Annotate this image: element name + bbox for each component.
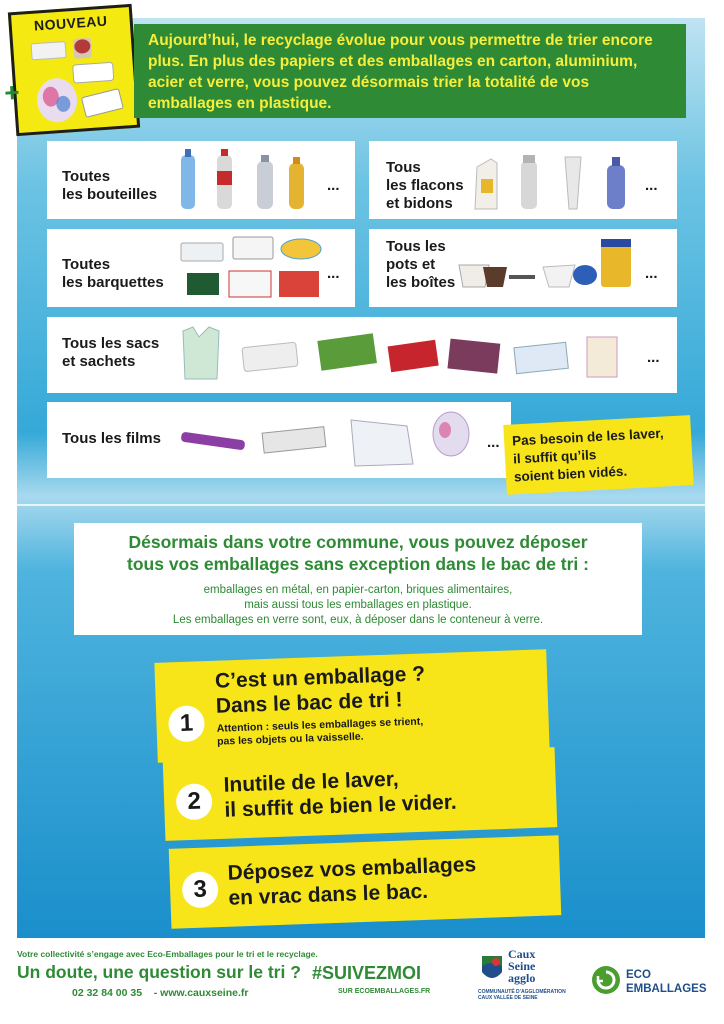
caux-seine-emblem-icon [478,952,506,986]
caux-seine-name: Caux Seine agglo [508,947,536,985]
eco-emballages-name: ECO EMBALLAGES [626,969,707,995]
caux-seine-subtitle: COMMUNAUTÉ D’AGGLOMÉRATION CAUX VALLÉE DE SEINE [478,989,566,1001]
flacons-image [469,149,639,213]
barquettes-image [177,233,327,303]
pots-image [453,235,643,301]
sacs-image [177,321,627,389]
step-number: 1 [168,705,205,742]
category-label: Tous les films [62,430,161,447]
recycle-icon [592,966,620,994]
category-card-pots [369,229,677,307]
question-heading: Un doute, une question sur le tri ? [17,962,301,982]
category-label: Tous les flacons et bidons [386,159,464,212]
step-text: C’est un emballage ? Dans le bac de tri ! [214,662,426,718]
contact-line [72,987,248,999]
no-wash-note: Pas besoin de les laver, il suffit qu’ils soient bien vidés. [503,415,693,495]
more-ellipsis: ... [327,265,340,282]
step-2 [163,747,558,841]
eco-emballages-logo [592,962,712,1002]
commitment-text: Votre collectivité s’engage avec Eco-Emballages pour le tri et le recyclage. [17,949,318,959]
category-label: Tous les sacs et sachets [62,335,160,370]
info-body: emballages en métal, en papier-carton, briques alimentaires, mais aussi tous les emballages en plastique. Les emballages en verre sont, eux, à déposer dans le conteneur à verre. [172,584,544,626]
step-text: Déposez vos emballages en vrac dans le bac. [227,853,477,910]
category-card-bouteilles [47,141,355,219]
step-3 [169,835,562,929]
step-text: Inutile de le laver, il suffit de bien le vider. [223,767,457,822]
more-ellipsis: ... [647,349,660,366]
category-label: Toutes les bouteilles [62,168,158,203]
step-number: 3 [182,871,219,908]
nouveau-badge [3,4,140,136]
packaging-illustration [27,34,129,130]
step-number: 2 [176,783,213,820]
section-divider [17,504,705,506]
step-note: Attention : seuls les emballages se trient, pas les objets ou la vaisselle. [216,715,424,748]
category-card-flacons [369,141,677,219]
website-link[interactable]: - www.cauxseine.fr [153,987,249,999]
step-1 [154,649,549,763]
category-card-barquettes [47,229,355,307]
more-ellipsis: ... [645,177,658,194]
category-card-films [47,402,511,478]
info-box [74,523,642,635]
intro-text: Aujourd’hui, le recyclage évolue pour vous permettre de trier encore plus. En plus des papiers et des emballages en carton, aluminium, acier et verre, vous pouvez désormais trier la totalité de vos emballages en plastique. [134,24,686,118]
more-ellipsis: ... [645,265,658,282]
category-card-sacs [47,317,677,393]
bottles-image [177,147,327,213]
more-ellipsis: ... [487,434,500,451]
hashtag: #SUIVEZMOI [312,963,422,983]
phone-number[interactable]: 02 32 84 00 35 [72,987,143,999]
category-label: Tous les pots et les boîtes [386,238,456,291]
info-title: Désormais dans votre commune, vous pouvez déposer tous vos emballages sans exception dans le bac de tri : [127,532,589,574]
category-label: Toutes les barquettes [62,256,164,291]
more-ellipsis: ... [327,177,340,194]
nouveau-label: NOUVEAU [33,12,108,34]
plus-icon: + [3,76,21,108]
hashtag-subtitle: SUR ECOEMBALLAGES.FR [338,988,431,995]
films-image [177,406,482,474]
caux-seine-logo [478,946,566,1010]
